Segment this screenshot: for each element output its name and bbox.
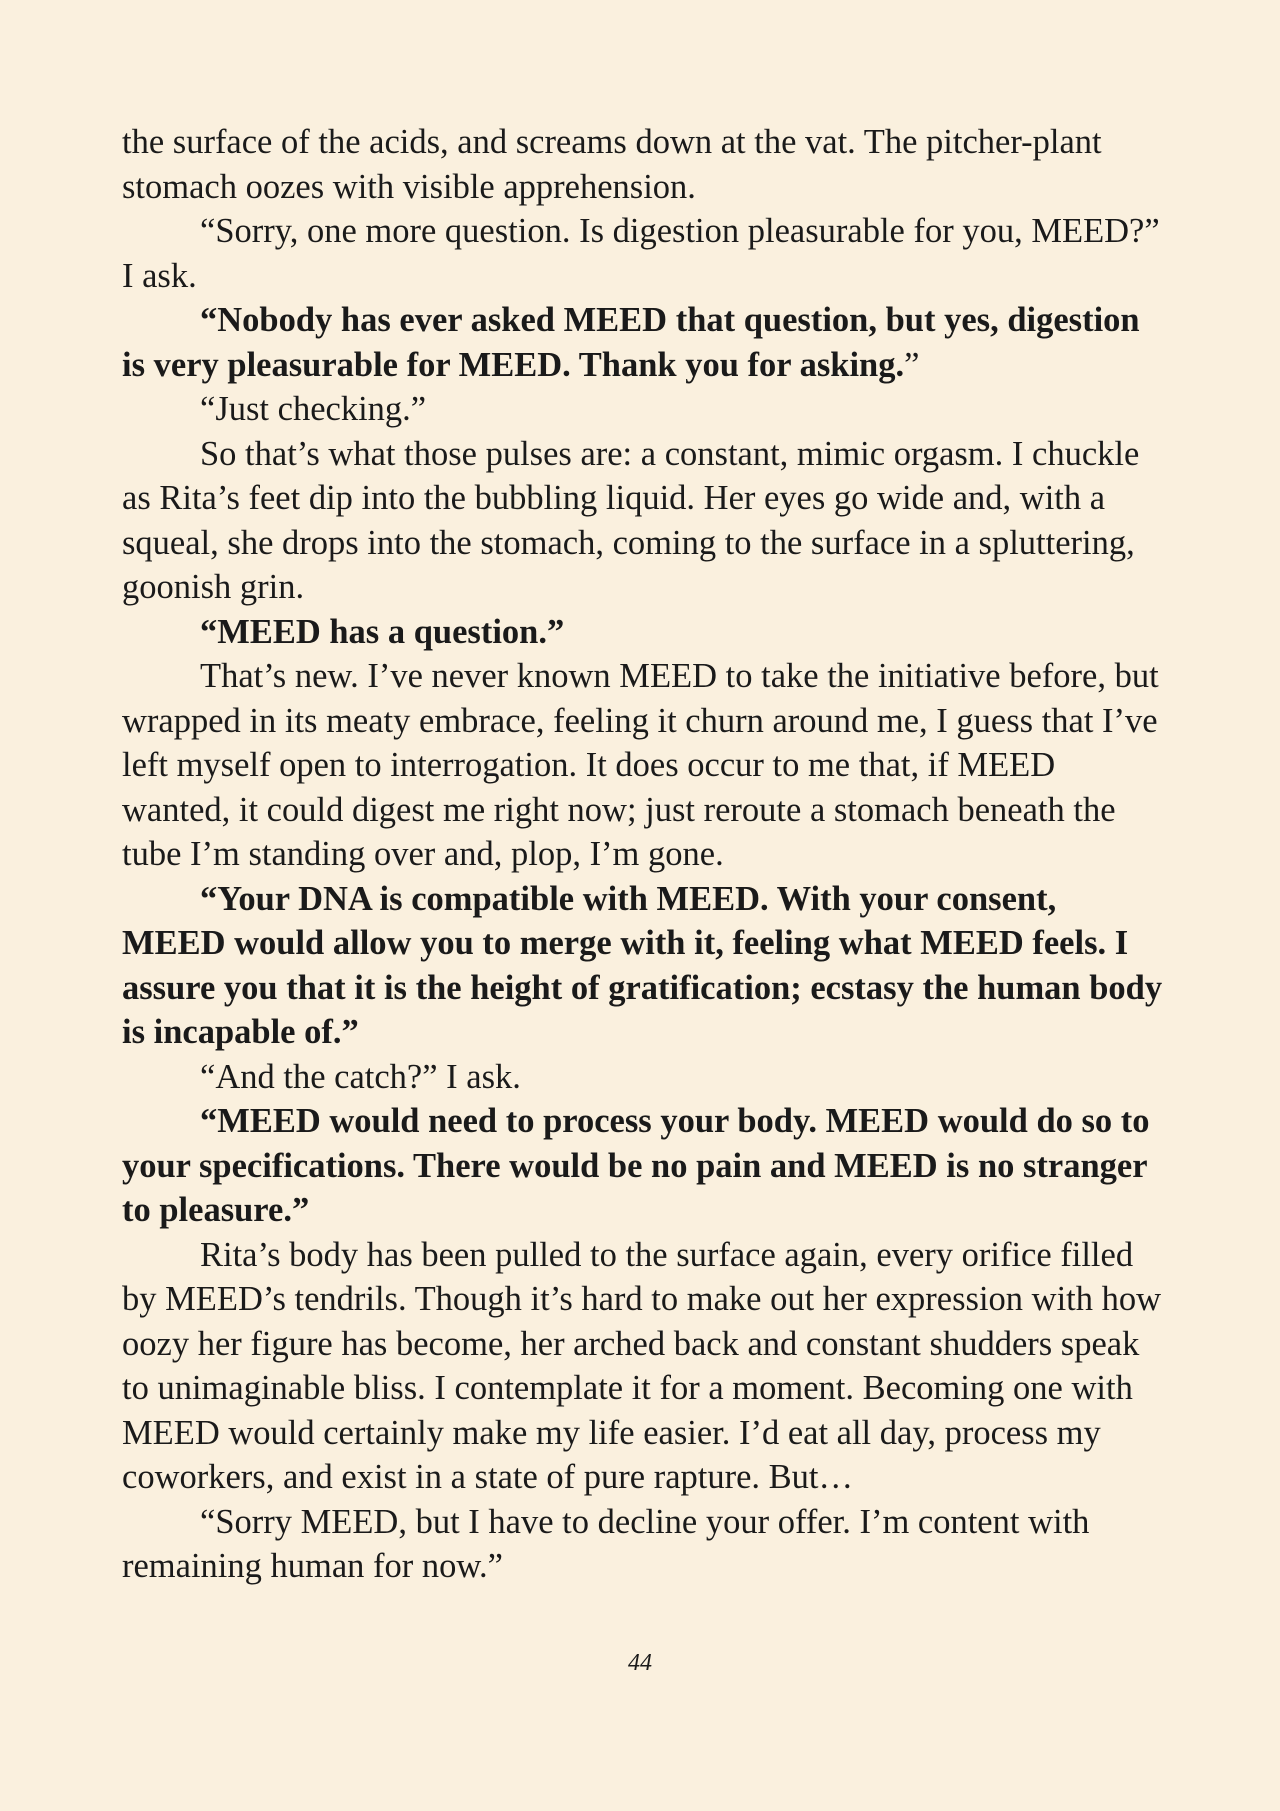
paragraph-5: So that’s what those pulses are: a constant, mimic orgasm. I chuckle as Rita’s feet dip into the bubbling liquid. Her eyes go wide and, with a squeal, she drops into the stomach, coming to the surface in a spluttering, goonish grin. (122, 434, 1140, 606)
paragraph-1: the surface of the acids, and screams down at the vat. The pitcher-plant stomach oozes with visible apprehension. (122, 123, 1102, 206)
paragraph-6-meed-speech: “MEED has a question.” (200, 612, 565, 651)
paragraph-8-meed-speech: “Your DNA is compatible with MEED. With your consent, MEED would allow you to merge with it, feeling what MEED feels. I assure you that it is the height of gratification; ecstasy the human body is incapable of.” (122, 879, 1163, 1051)
paragraph-10-meed-speech: “MEED would need to process your body. MEED would do so to your specifications. There would be no pain and MEED is no stranger to pleasure.” (122, 1102, 1150, 1229)
paragraph-2: “Sorry, one more question. Is digestion pleasurable for you, MEED?” I ask. (122, 212, 1160, 295)
page-number: 44 (628, 1650, 652, 1676)
paragraph-11: Rita’s body has been pulled to the surface again, every orifice filled by MEED’s tendrils. Though it’s hard to make out her expression with how oozy her figure has become, her arched back and constant shudders speak to unimaginable bliss. I contemplate it for a moment. Becoming one with MEED would certainly make my life easier. I’d eat all day, process my coworkers, and exist in a state of pure rapture. But… (122, 1235, 1162, 1496)
body-text (122, 120, 1167, 1589)
paragraph-4: “Just checking.” (200, 390, 427, 428)
paragraph-3-meed-speech (122, 298, 1167, 387)
paragraph-7: That’s new. I’ve never known MEED to take the initiative before, but wrapped in its meaty embrace, feeling it churn around me, I guess that I’ve left myself open to interrogation. It does occur to me that, if MEED wanted, it could digest me right now; just reroute a stomach beneath the tube I’m standing over and, plop, I’m gone. (122, 657, 1159, 873)
paragraph-9: “And the catch?” I ask. (200, 1057, 521, 1096)
paragraph-3-text: “Nobody has ever asked MEED that question, but yes, digestion is very pleasurable for MEED. Thank you for asking. (122, 301, 1140, 384)
paragraph-12: “Sorry MEED, but I have to decline your offer. I’m content with remaining human for now.” (122, 1502, 1090, 1585)
paragraph-3-closing-quote: ” (904, 345, 920, 384)
